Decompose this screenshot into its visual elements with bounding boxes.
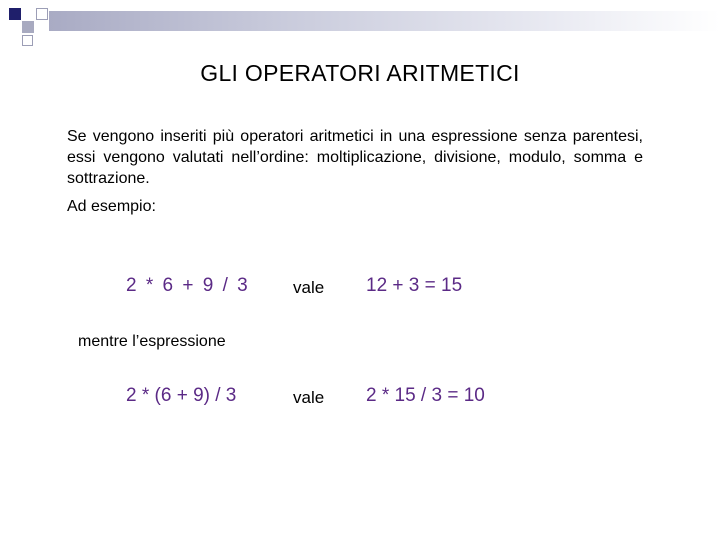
example2-expression: 2 * (6 + 9) / 3: [126, 385, 237, 406]
example1-connector: vale: [293, 278, 325, 297]
header-gradient-bar: [49, 11, 720, 31]
header-square-gray: [22, 21, 34, 33]
example1-result: 12 + 3 = 15: [366, 275, 463, 296]
example2-connector: vale: [293, 388, 325, 407]
example-label: Ad esempio:: [67, 198, 156, 215]
example2-result: 2 * 15 / 3 = 10: [366, 385, 485, 406]
example1-expression: 2 * 6 + 9 / 3: [126, 275, 250, 296]
middle-text: mentre l’espressione: [78, 333, 226, 350]
slide-title: GLI OPERATORI ARITMETICI: [200, 60, 520, 86]
header-square-outline: [36, 8, 48, 20]
header-square-dark: [9, 8, 21, 20]
intro-paragraph: Se vengono inseriti più operatori aritmetici in una espressione senza parentesi, essi vengono valutati nell’ordine: moltiplicazione, divisione, modulo, somma e sottrazione.: [67, 128, 643, 187]
header-square-outline-lower: [22, 35, 33, 46]
